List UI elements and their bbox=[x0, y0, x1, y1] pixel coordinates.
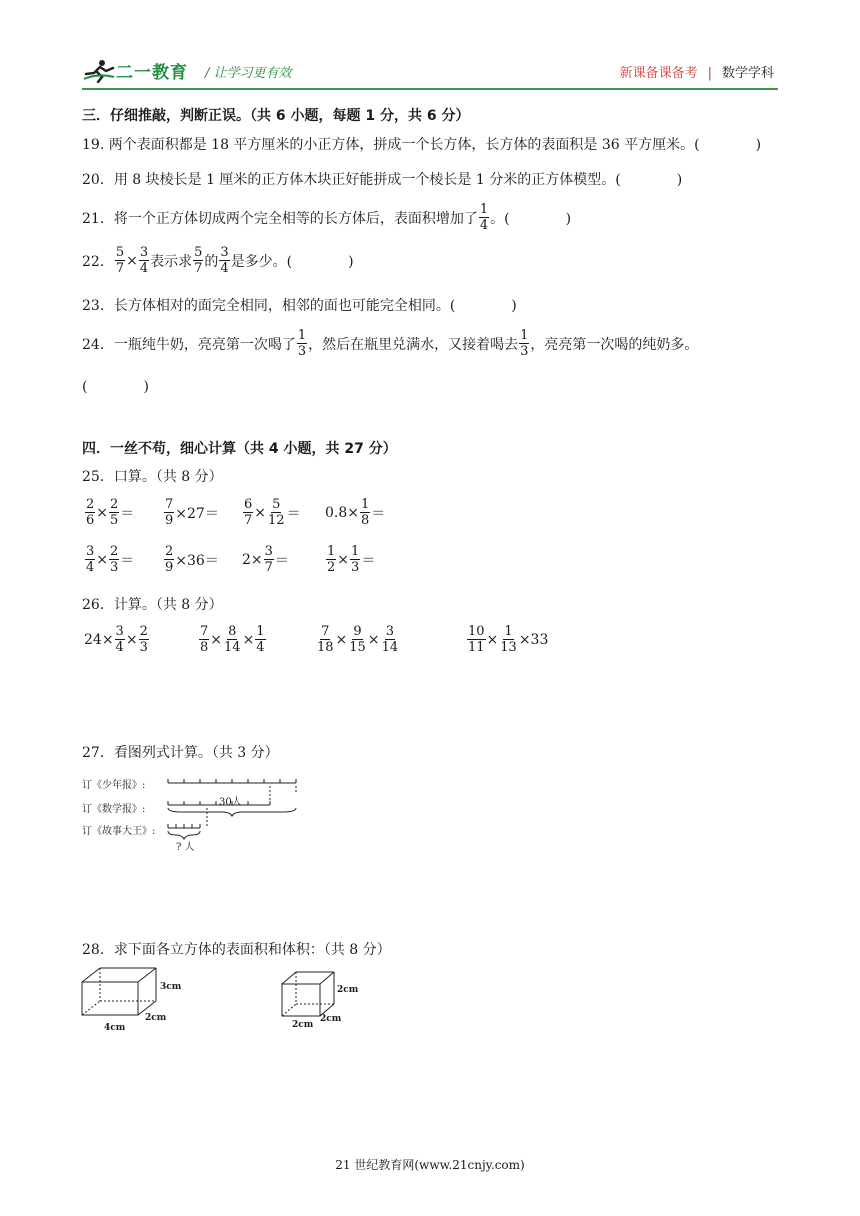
header-separator: | bbox=[707, 66, 712, 81]
diagram-row-label: 订《数学报》: bbox=[82, 804, 146, 815]
calc-item: $\frac{7}{18}$ × $\frac{9}{15}$ × $\frac{3}{14}$ bbox=[317, 624, 399, 655]
header-subject bbox=[620, 62, 774, 81]
line-segment-diagram bbox=[82, 774, 302, 854]
logo-text: 二一教育 bbox=[116, 63, 188, 83]
section-3-title: 三．仔细推敲，判断正误。（共 6 小题，每题 1 分，共 6 分） bbox=[82, 108, 470, 124]
question-24-text: ，亮亮第一次喝的纯奶多。 bbox=[530, 336, 699, 353]
cuboid-figure-a bbox=[80, 965, 190, 1040]
cuboid-b-length: 2cm bbox=[292, 1020, 314, 1030]
diagram-row-label: 订《故事大王》: bbox=[82, 826, 156, 837]
fraction: $\frac{1}{3}$ bbox=[297, 328, 307, 359]
fraction: $\frac{1}{3}$ bbox=[520, 328, 529, 359]
fraction: $\frac{5}{7}$ bbox=[194, 245, 203, 276]
fraction: $\frac{3}{4}$ bbox=[139, 245, 149, 276]
question-27: 27．看图列式计算。（共 3 分） bbox=[82, 745, 279, 761]
cuboid-figure-b bbox=[280, 968, 370, 1033]
diagram-label-30: 30人 bbox=[219, 797, 242, 808]
header-course-label: 新课备课备考 bbox=[619, 66, 698, 81]
question-21-text: 21．将一个正方体切成两个完全相等的长方体后，表面积增加了 bbox=[82, 210, 478, 227]
cuboid-a-length: 4cm bbox=[104, 1023, 126, 1033]
header-subject-label: 数学学科 bbox=[721, 66, 774, 81]
question-21-paren: 。( ) bbox=[490, 210, 572, 227]
question-23: 23．长方体相对的面完全相同，相邻的面也可能完全相同。( ) bbox=[82, 298, 517, 314]
question-19: 19. 两个表面积都是 18 平方厘米的小正方体，拼成一个长方体，长方体的表面积是 36 平方厘米。( ) bbox=[82, 137, 762, 153]
fraction: $\frac{5}{7}$ bbox=[115, 245, 125, 276]
question-22-paren: 是多少。( ) bbox=[230, 253, 354, 270]
section-4-title: 四．一丝不苟，细心计算（共 4 小题，共 27 分） bbox=[82, 441, 397, 457]
question-22: 22． $\frac{5}{7}$ × $\frac{3}{4}$ 表示求 $\frac{5}{7}$ 的 $\frac{3}{4}$ 是多少。( ) bbox=[82, 245, 354, 276]
question-28: 28．求下面各立方体的表面积和体积：（共 8 分） bbox=[82, 942, 391, 958]
question-25: 25．口算。（共 8 分） bbox=[82, 469, 223, 485]
cuboid-b-height: 2cm bbox=[337, 985, 359, 995]
cuboid-a-height: 3cm bbox=[160, 982, 182, 992]
page-footer: 21 世纪教育网(www.21cnjy.com) bbox=[335, 1158, 525, 1172]
question-24-text: ，然后在瓶里兑满水，又接着喝去 bbox=[308, 336, 519, 353]
question-22-number: 22． bbox=[82, 253, 114, 270]
oral-calc-item: 2× $\frac{3}{7}$ ＝ bbox=[242, 544, 289, 575]
question-26: 26．计算。（共 8 分） bbox=[82, 597, 223, 613]
logo bbox=[82, 58, 188, 83]
cuboid-a-width: 2cm bbox=[145, 1013, 167, 1023]
oral-calc-item: $\frac{3}{4}$ × $\frac{2}{3}$ ＝ bbox=[86, 544, 135, 575]
header-divider bbox=[82, 88, 778, 90]
diagram-label-unknown: ? 人 bbox=[176, 842, 195, 853]
question-24-text: 24．一瓶纯牛奶，亮亮第一次喝了 bbox=[82, 336, 296, 353]
oral-calc-item: $\frac{2}{6}$ × $\frac{2}{5}$ ＝ bbox=[86, 497, 135, 528]
runner-logo-icon bbox=[82, 59, 116, 83]
calc-item: $\frac{10}{11}$ × $\frac{1}{13}$ ×33 bbox=[468, 624, 549, 655]
cuboid-a-drawing bbox=[80, 965, 190, 1040]
question-24-paren: ( ) bbox=[82, 379, 149, 395]
slogan: / 让学习更有效 bbox=[205, 66, 292, 81]
oral-calc-item: $\frac{1}{2}$ × $\frac{1}{3}$ ＝ bbox=[327, 544, 376, 575]
oral-calc-item: 0.8× $\frac{1}{8}$ ＝ bbox=[325, 497, 386, 528]
calc-item: 24× $\frac{3}{4}$ × $\frac{2}{3}$ bbox=[84, 624, 148, 655]
question-22-text: 表示求 bbox=[150, 253, 193, 270]
question-22-text: 的 bbox=[204, 253, 219, 270]
cuboid-b-width: 2cm bbox=[320, 1014, 342, 1024]
calc-item: $\frac{7}{8}$ × $\frac{8}{14}$ × $\frac{1}{4}$ bbox=[200, 624, 265, 655]
question-24 bbox=[82, 328, 698, 359]
oral-calc-item: $\frac{2}{9}$ ×36＝ bbox=[165, 544, 219, 575]
fraction: $\frac{3}{4}$ bbox=[220, 245, 229, 276]
diagram-row-label: 订《少年报》: bbox=[82, 780, 146, 791]
question-21 bbox=[82, 202, 571, 233]
oral-calc-item: $\frac{7}{9}$ ×27＝ bbox=[165, 497, 219, 528]
oral-calc-item: $\frac{6}{7}$ × $\frac{5}{12}$ ＝ bbox=[244, 497, 301, 528]
fraction: $\frac{1}{4}$ bbox=[479, 202, 489, 233]
question-20: 20．用 8 块棱长是 1 厘米的正方体木块正好能拼成一个棱长是 1 分米的正方体模型。( ) bbox=[82, 172, 683, 188]
